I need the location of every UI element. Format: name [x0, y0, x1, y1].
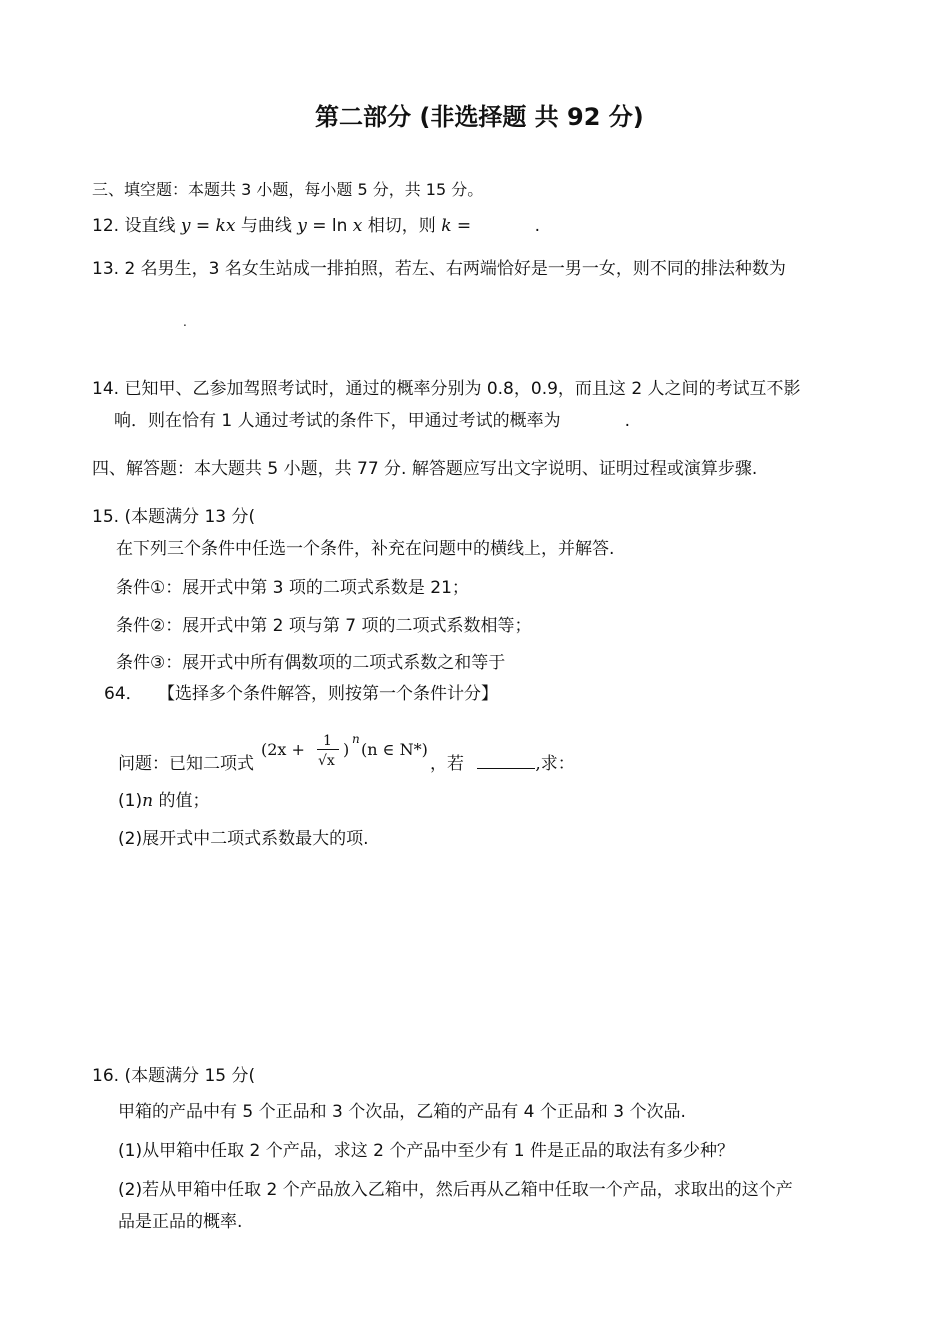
q15-question-text: ，若: [430, 754, 464, 774]
q15-part-2: (2)展开式中二项式系数最大的项.: [118, 829, 369, 849]
q12-dot: .: [534, 216, 540, 236]
formula-frac-den: √x: [318, 753, 335, 769]
q15-question: [118, 743, 254, 775]
q12-var-y: y: [180, 216, 191, 236]
q15-part-1-text: 的值；: [153, 791, 210, 811]
q15-question-text: ,求：: [535, 754, 575, 774]
formula-part: (2x +: [261, 740, 305, 759]
q14-dot: .: [624, 411, 631, 431]
q12-text: 与曲线: [235, 216, 298, 236]
question-14-line1: 14. 已知甲、乙参加驾照考试时，通过的概率分别为 0.8，0.9，而且这 2 人之间的考试互不影: [92, 379, 801, 399]
q12-var-x: x: [352, 216, 363, 236]
q16-part-1: (1)从甲箱中任取 2 个产品，求这 2 个产品中至少有 1 件是正品的取法有多少种？: [118, 1141, 734, 1161]
question-13-dot: .: [183, 315, 187, 329]
q15-heading: 15. (本题满分 13 分(: [92, 507, 256, 527]
q16-heading: 16. (本题满分 15 分(: [92, 1066, 256, 1086]
q15-intro: 在下列三个条件中任选一个条件，补充在问题中的横线上，并解答.: [116, 539, 615, 559]
q15-condition-3: 条件③：展开式中所有偶数项的二项式系数之和等于: [116, 653, 506, 673]
q16-part-2-line1: (2)若从甲箱中任取 2 个产品放入乙箱中，然后再从乙箱中任取一个产品，求取出的这个产: [118, 1180, 793, 1200]
question-13: 13. 2 名男生，3 名女生站成一排拍照，若左、右两端恰好是一男一女，则不同的排法种数为: [92, 259, 786, 279]
q12-eq: = ln: [306, 216, 353, 236]
formula-part: ): [343, 740, 350, 759]
question-14-line2: [114, 410, 630, 432]
q15-condition-1: 条件①：展开式中第 3 项的二项式系数是 21；: [116, 578, 469, 598]
q12-text: 相切，则: [362, 216, 442, 236]
formula-exponent: n: [352, 732, 360, 746]
q16-intro: 甲箱的产品中有 5 个正品和 3 个次品，乙箱的产品有 4 个正品和 3 个次品.: [118, 1102, 686, 1122]
q14-text: 响．则在恰有 1 人通过考试的条件下，甲通过考试的概率为: [114, 411, 561, 431]
q15-var-n: n: [142, 791, 154, 811]
q15-condition-3-value: 64．: [104, 684, 143, 704]
q15-question-tail: [430, 753, 575, 775]
q16-part-2-line2: 品是正品的概率.: [118, 1212, 243, 1232]
answer-blank: [477, 754, 535, 769]
formula-part: (n ∈ N*): [361, 740, 428, 759]
q15-condition-2: 条件②：展开式中第 2 项与第 7 项的二项式系数相等；: [116, 616, 532, 636]
q12-eq: =: [190, 216, 216, 236]
formula-frac-num: 1: [323, 733, 332, 749]
q12-text: 12. 设直线: [92, 216, 176, 236]
page-title: 第二部分 (非选择题 共 92 分): [315, 103, 644, 131]
q15-part-1: [118, 790, 209, 812]
q15-question-text: 问题：已知二项式: [118, 754, 254, 774]
q12-var-k: k: [441, 216, 452, 236]
q12-var-kx: kx: [215, 216, 236, 236]
q15-note: 【选择多个条件解答，则按第一个条件计分】: [158, 684, 498, 704]
q12-var-y: y: [297, 216, 307, 236]
q15-part-1-label: (1): [118, 791, 143, 811]
q12-eq: =: [451, 216, 472, 236]
solve-section-header: 四、解答题：本大题共 5 小题，共 77 分. 解答题应写出文字说明、证明过程或演算步骤.: [92, 459, 758, 479]
question-12: [92, 215, 540, 237]
fill-section-header: 三、填空题：本题共 3 小题，每小题 5 分，共 15 分。: [92, 180, 484, 199]
